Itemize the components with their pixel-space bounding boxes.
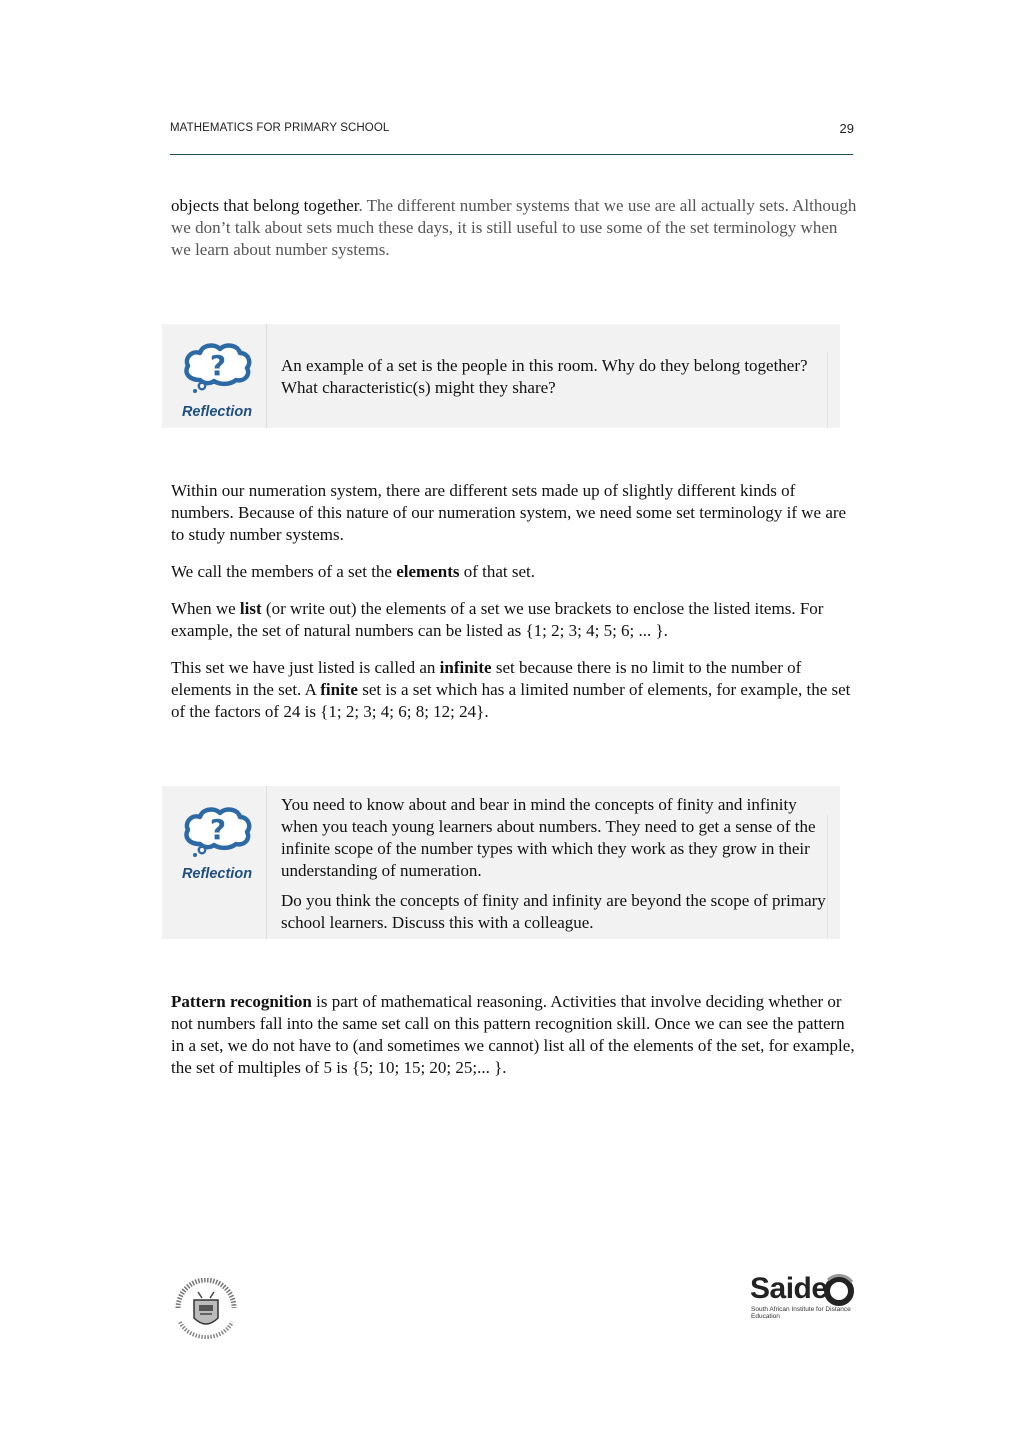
- running-header-title: MATHEMATICS FOR PRIMARY SCHOOL: [170, 122, 390, 134]
- body-paragraph-2: [171, 561, 861, 583]
- university-crest-logo: [168, 1278, 244, 1342]
- intro-rest: . The different number systems that we use are all actually sets. Although we don’t talk about sets much these days, it is still useful to use some of the set terminology when we learn about number systems.: [171, 196, 857, 259]
- reflection-box-2: [162, 786, 840, 939]
- p4-text-b: set because there is no limit to the number of elements in the set. A: [171, 658, 802, 699]
- reflection-text: [281, 794, 837, 934]
- p3-text-start: When we: [171, 599, 240, 618]
- reflection-label: Reflection: [181, 404, 253, 420]
- reflection-edge: [827, 352, 828, 428]
- p2-text-end: of that set.: [459, 562, 536, 581]
- p2-text-start: We call the members of a set the: [171, 562, 397, 581]
- p4-text-a: This set we have just listed is called an: [171, 658, 440, 677]
- svg-text:?: ?: [209, 349, 227, 382]
- saide-logo: [748, 1272, 856, 1322]
- reflection-label: Reflection: [181, 866, 253, 882]
- reflection-edge: [827, 814, 828, 939]
- p3-text-end: (or write out) the elements of a set we use brackets to enclose the listed items. For example, the set of natural numbers can be listed as {1; 2; 3; 4; 5; 6; ... }.: [171, 599, 824, 640]
- reflection-box-1: [162, 324, 840, 428]
- question-cloud-icon: [180, 342, 252, 394]
- body-paragraph-1: Within our numeration system, there are different sets made up of slightly different kinds of numbers. Because of this nature of our numeration system, we need some set terminology if we are to study number systems.: [171, 481, 847, 544]
- term-elements: elements: [396, 562, 460, 581]
- term-pattern-recognition: Pattern recognition: [171, 992, 312, 1011]
- page-number: 29: [839, 121, 854, 136]
- term-finite: finite: [320, 680, 358, 699]
- term-list: list: [239, 599, 262, 618]
- p4-text-c: set is a set which has a limited number of elements, for example, the set of the factors of 24 is {1; 2; 3; 4; 6; 8; 12; 24}.: [171, 680, 851, 721]
- pattern-text: is part of mathematical reasoning. Activities that involve deciding whether or not numbers fall into the same set call on this pattern recognition skill. Once we can see the pattern in a set, we do not have to (and sometimes we cannot) list all of the elements of the set, for example, the set of multiples of 5 is {5; 10; 15; 20; 25;... }.: [171, 992, 855, 1077]
- svg-text:?: ?: [209, 813, 227, 846]
- reflection-text: [281, 355, 837, 399]
- reflection-paragraph-1: You need to know about and bear in mind the concepts of finity and infinity when you teach young learners about numbers. They need to get a sense of the infinite scope of the number types with which they work as they grow in their understanding of numeration.: [281, 795, 816, 880]
- question-cloud-icon: [180, 806, 252, 858]
- intro-paragraph: [171, 195, 861, 261]
- header-divider: [170, 154, 853, 155]
- body-paragraph-3: [171, 598, 861, 642]
- saide-subtitle: South African Institute for Distance Education: [751, 1306, 851, 1320]
- reflection-paragraph-2: Do you think the concepts of finity and infinity are beyond the scope of primary school learners. Discuss this with a colleague.: [281, 891, 826, 932]
- intro-lead: objects that belong together: [171, 196, 359, 215]
- pattern-paragraph: [171, 991, 861, 1079]
- saide-wordmark: Saide: [750, 1272, 828, 1305]
- reflection-question: An example of a set is the people in this room. Why do they belong together? What characteristic(s) might they share?: [281, 356, 808, 397]
- term-infinite: infinite: [439, 658, 492, 677]
- body-paragraph-4: [171, 657, 861, 723]
- saide-ring-icon: [822, 1274, 856, 1308]
